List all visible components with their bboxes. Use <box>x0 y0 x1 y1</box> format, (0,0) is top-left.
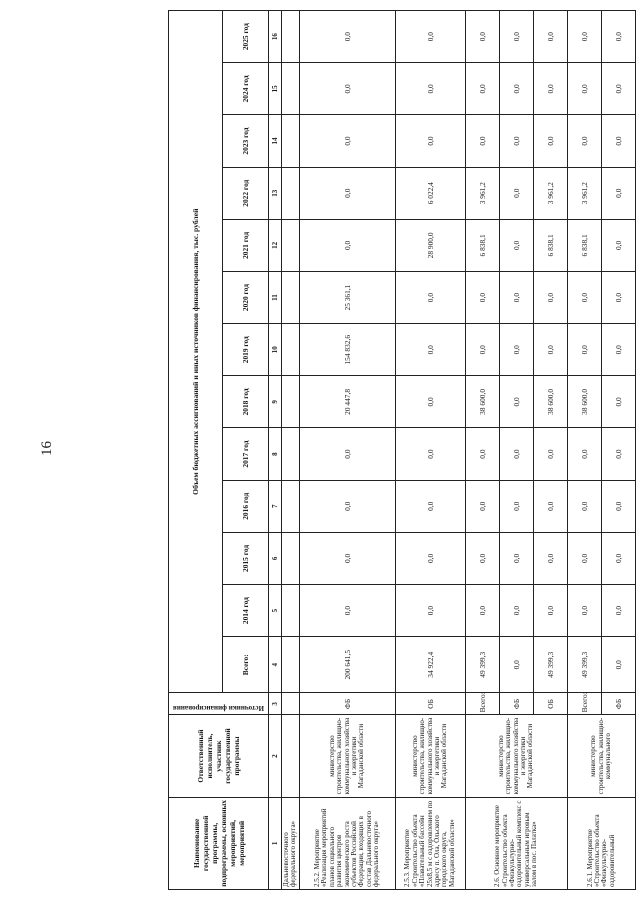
row-year-value: 0,0 <box>395 532 465 584</box>
table-row <box>299 11 395 890</box>
header-year: 2015 год <box>223 532 269 584</box>
row-source: ОБ <box>395 693 465 715</box>
row-source: ФБ <box>499 693 533 715</box>
row-total: 200 641,5 <box>299 637 395 693</box>
row-year-value: 0,0 <box>601 480 635 532</box>
row-year-value <box>282 480 300 532</box>
row-year-value: 0,0 <box>601 219 635 271</box>
row-year-value: 3 961,2 <box>567 167 601 219</box>
row-year-value: 0,0 <box>465 585 499 637</box>
row-year-value: 0,0 <box>601 585 635 637</box>
row-year-value <box>282 532 300 584</box>
row-year-value: 0,0 <box>499 480 533 532</box>
row-year-value: 0,0 <box>567 480 601 532</box>
row-year-value <box>282 63 300 115</box>
header-year: 2022 год <box>223 167 269 219</box>
row-total: 49 399,3 <box>567 637 601 693</box>
row-name: 2.5.2. Мероприятие «Реализация мероприятий планов социального развития центров экономического роста субъектов Российской Федерации, входящих в состав Дальневосточного федерального округа» <box>299 797 395 889</box>
index-row <box>269 11 282 890</box>
row-year-value: 0,0 <box>299 532 395 584</box>
table-row <box>465 11 499 890</box>
row-year-value: 0,0 <box>299 585 395 637</box>
row-source: ФБ <box>299 693 395 715</box>
row-year-value: 0,0 <box>465 324 499 376</box>
row-year-value: 0,0 <box>499 532 533 584</box>
row-total <box>282 637 300 693</box>
row-executor <box>282 715 300 797</box>
row-executor: министерство строительства, жилищно-коммунального <box>567 715 635 797</box>
row-year-value: 0,0 <box>499 585 533 637</box>
row-year-value: 0,0 <box>299 167 395 219</box>
index-cell: 6 <box>269 532 282 584</box>
row-total: 0,0 <box>601 637 635 693</box>
row-year-value <box>282 167 300 219</box>
table-row <box>395 11 465 890</box>
row-year-value <box>282 428 300 480</box>
row-name: 2.6. Основное мероприятие «Строительство объекта «Физкультурно-оздоровительный комплекс с универсальным игровым залом в пос. Палатка» <box>465 797 567 889</box>
index-cell: 10 <box>269 324 282 376</box>
row-year-value: 0,0 <box>499 219 533 271</box>
index-cell: 14 <box>269 115 282 167</box>
table-row <box>282 11 300 890</box>
row-year-value: 0,0 <box>299 428 395 480</box>
header-year: 2025 год <box>223 11 269 63</box>
row-year-value: 0,0 <box>465 115 499 167</box>
row-year-value: 0,0 <box>567 271 601 323</box>
row-year-value: 38 600,0 <box>533 376 567 428</box>
page-number: 16 <box>39 441 55 456</box>
index-cell: 7 <box>269 480 282 532</box>
funding-table <box>168 10 636 890</box>
table-body <box>282 11 636 890</box>
index-cell: 13 <box>269 167 282 219</box>
row-year-value <box>282 376 300 428</box>
row-year-value: 0,0 <box>601 376 635 428</box>
row-year-value: 0,0 <box>533 63 567 115</box>
row-year-value: 0,0 <box>499 271 533 323</box>
row-source: ОБ <box>533 693 567 715</box>
row-year-value: 0,0 <box>395 428 465 480</box>
index-cell: 9 <box>269 376 282 428</box>
header-src <box>169 693 269 715</box>
row-year-value: 0,0 <box>567 11 601 63</box>
header-src-text: Источники финансирования <box>173 704 264 713</box>
row-year-value <box>282 115 300 167</box>
row-year-value: 0,0 <box>533 271 567 323</box>
row-year-value: 0,0 <box>465 271 499 323</box>
row-year-value <box>282 324 300 376</box>
row-executor: министерство строительства, жилищно-коммунального хозяйства и энергетики Магаданской области <box>395 715 465 797</box>
row-total: 49 399,3 <box>533 637 567 693</box>
row-year-value: 0,0 <box>395 480 465 532</box>
row-year-value: 3 961,2 <box>533 167 567 219</box>
row-year-value: 0,0 <box>533 115 567 167</box>
header-year: 2016 год <box>223 480 269 532</box>
row-year-value: 38 600,0 <box>567 376 601 428</box>
header-year: 2019 год <box>223 324 269 376</box>
row-year-value: 0,0 <box>299 480 395 532</box>
row-year-value: 3 961,2 <box>465 167 499 219</box>
row-year-value: 0,0 <box>395 115 465 167</box>
row-year-value: 0,0 <box>601 167 635 219</box>
index-cell: 8 <box>269 428 282 480</box>
row-year-value: 0,0 <box>499 11 533 63</box>
row-year-value: 0,0 <box>499 63 533 115</box>
row-year-value <box>282 219 300 271</box>
index-cell: 11 <box>269 271 282 323</box>
row-year-value <box>282 585 300 637</box>
header-year: 2023 год <box>223 115 269 167</box>
index-cell: 5 <box>269 585 282 637</box>
header-total: Всего: <box>223 637 269 693</box>
header-year: 2018 год <box>223 376 269 428</box>
header-year: 2017 год <box>223 428 269 480</box>
row-source <box>282 693 300 715</box>
header-year: 2014 год <box>223 585 269 637</box>
row-year-value: 6 838,1 <box>567 219 601 271</box>
row-year-value: 0,0 <box>299 11 395 63</box>
row-year-value: 0,0 <box>601 271 635 323</box>
row-year-value: 0,0 <box>601 11 635 63</box>
table-row <box>567 11 601 890</box>
row-year-value: 38 600,0 <box>465 376 499 428</box>
row-year-value: 0,0 <box>395 63 465 115</box>
header-year: 2021 год <box>223 219 269 271</box>
row-year-value: 25 361,1 <box>299 271 395 323</box>
row-year-value: 0,0 <box>533 11 567 63</box>
row-total: 0,0 <box>499 637 533 693</box>
row-year-value: 0,0 <box>395 271 465 323</box>
row-year-value: 0,0 <box>299 63 395 115</box>
row-source: Всего: <box>567 693 601 715</box>
row-executor: министерство строительства, жилищно-коммунального хозяйства и энергетики Магаданской области <box>299 715 395 797</box>
row-year-value: 0,0 <box>395 324 465 376</box>
row-year-value: 0,0 <box>395 376 465 428</box>
row-year-value: 0,0 <box>499 376 533 428</box>
row-year-value: 28 900,0 <box>395 219 465 271</box>
row-year-value <box>282 271 300 323</box>
index-cell: 3 <box>269 693 282 715</box>
header-year: 2024 год <box>223 63 269 115</box>
row-year-value: 0,0 <box>465 480 499 532</box>
row-year-value: 0,0 <box>499 115 533 167</box>
row-year-value: 0,0 <box>567 115 601 167</box>
row-year-value: 0,0 <box>499 324 533 376</box>
row-name: 2.5.3. Мероприятие «Строительство объекта «Плавательный бассейн 25x8,5 м с оздоровлением по адресу п. Ола, Ольского городского округа, Магаданской области» <box>395 797 465 889</box>
row-year-value: 0,0 <box>567 428 601 480</box>
index-cell: 1 <box>269 797 282 889</box>
row-year-value: 0,0 <box>465 532 499 584</box>
row-year-value: 0,0 <box>533 428 567 480</box>
row-name: 2.6.1. Мероприятие «Строительство объекта «Физкультурно-оздоровительный <box>567 797 635 889</box>
row-year-value: 0,0 <box>499 428 533 480</box>
index-cell: 12 <box>269 219 282 271</box>
row-year-value: 6 838,1 <box>533 219 567 271</box>
row-source: ФБ <box>601 693 635 715</box>
row-year-value: 0,0 <box>465 428 499 480</box>
row-year-value: 0,0 <box>601 532 635 584</box>
row-year-value: 0,0 <box>601 324 635 376</box>
header-name: Наименование государственной программы, подпрограммы, основных мероприятий, мероприятий <box>169 797 269 889</box>
index-cell: 15 <box>269 63 282 115</box>
row-name: Дальневосточного федерального округа» <box>282 797 300 889</box>
row-executor: министерство строительства, жилищно-коммунального хозяйства и энергетики Магаданской области <box>465 715 567 797</box>
row-year-value: 0,0 <box>395 585 465 637</box>
header-year: 2020 год <box>223 271 269 323</box>
row-year-value: 6 838,1 <box>465 219 499 271</box>
row-year-value: 154 832,6 <box>299 324 395 376</box>
row-year-value: 20 447,8 <box>299 376 395 428</box>
row-year-value: 0,0 <box>533 532 567 584</box>
row-total: 34 922,4 <box>395 637 465 693</box>
row-source: Всего: <box>465 693 499 715</box>
row-year-value: 0,0 <box>567 585 601 637</box>
row-year-value: 0,0 <box>499 167 533 219</box>
row-year-value: 0,0 <box>533 324 567 376</box>
row-year-value: 6 022,4 <box>395 167 465 219</box>
row-year-value: 0,0 <box>533 480 567 532</box>
header-funding-caption: Объем бюджетных ассигнований и иных источников финансирования, тыс. рублей <box>169 11 223 693</box>
index-cell: 2 <box>269 715 282 797</box>
index-cell: 16 <box>269 11 282 63</box>
row-year-value: 0,0 <box>567 532 601 584</box>
row-total: 49 399,3 <box>465 637 499 693</box>
row-year-value: 0,0 <box>601 115 635 167</box>
row-year-value: 0,0 <box>299 115 395 167</box>
row-year-value: 0,0 <box>601 63 635 115</box>
row-year-value <box>282 11 300 63</box>
header-exec: Ответственный исполнитель, участник государственной программы <box>169 715 269 797</box>
row-year-value: 0,0 <box>567 324 601 376</box>
row-year-value: 0,0 <box>601 428 635 480</box>
row-year-value: 0,0 <box>567 63 601 115</box>
row-year-value: 0,0 <box>299 219 395 271</box>
index-cell: 4 <box>269 637 282 693</box>
row-year-value: 0,0 <box>465 63 499 115</box>
row-year-value: 0,0 <box>395 11 465 63</box>
row-year-value: 0,0 <box>465 11 499 63</box>
row-year-value: 0,0 <box>533 585 567 637</box>
